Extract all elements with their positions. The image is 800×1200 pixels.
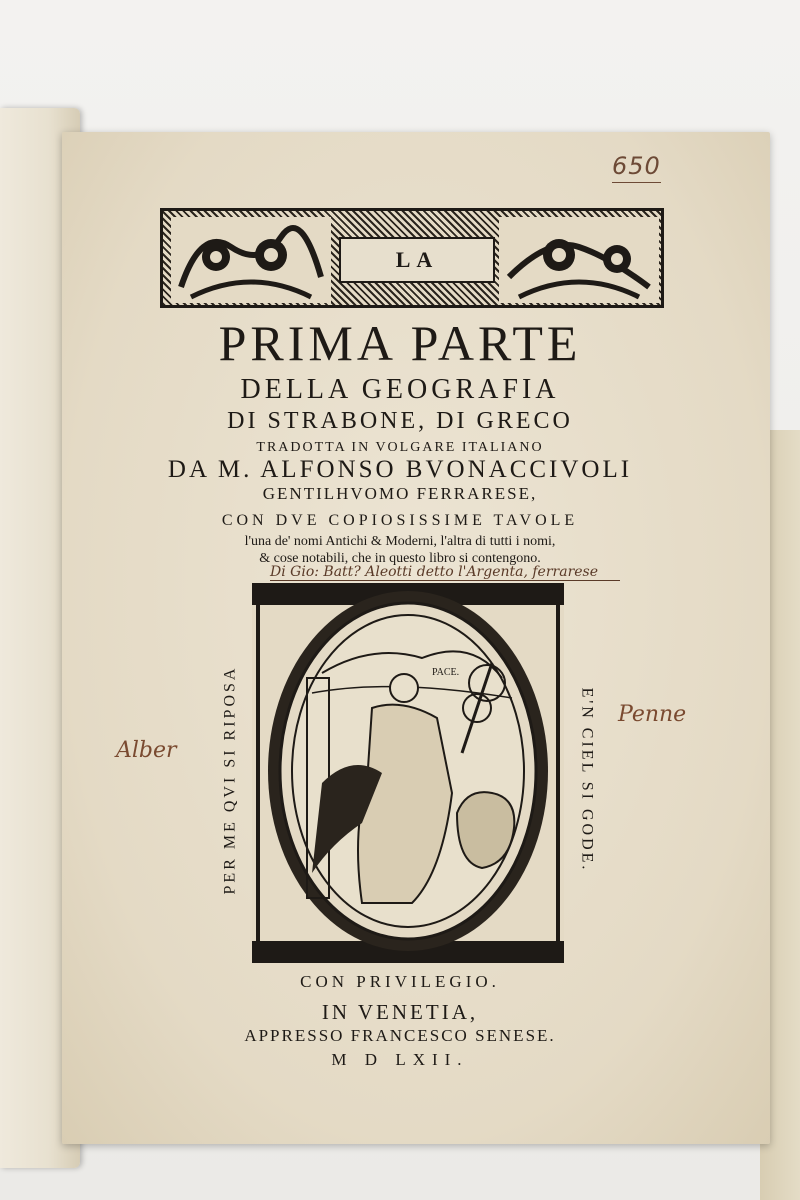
main-title: PRIMA PARTE: [218, 315, 582, 371]
putti-ornament-right-icon: [499, 217, 659, 303]
header-label: LA: [395, 247, 439, 272]
marginal-note-right: Penne: [618, 702, 687, 727]
subtitle-geografia: DELLA GEOGRAFIA: [240, 374, 560, 405]
medallion-label: PACE.: [432, 667, 460, 678]
subtitle-tradotta: TRADOTTA IN VOLGARE ITALIANO: [256, 440, 544, 455]
handwritten-ownership-inscription: Di Gio: Batt? Aleotti detto l'Argenta, ferrarese: [270, 564, 620, 581]
woodcut-pace-medallion: [252, 583, 564, 963]
motto-right-container: [574, 640, 598, 920]
privilege-line: CON PRIVILEGIO.: [300, 972, 500, 991]
imprint-date: M D LXII.: [331, 1050, 469, 1069]
motto-left: PER ME QVI SI RIPOSA: [221, 665, 239, 895]
note-line-2: & cose notabili, che in questo libro si contengono.: [259, 551, 541, 566]
subtitle-strabone: DI STRABONE, DI GRECO: [227, 408, 573, 434]
ornamental-header-cartouche: [160, 208, 664, 308]
note-line-1: l'una de' nomi Antichi & Moderni, l'altra di tutti i nomi,: [244, 534, 556, 549]
imprint-publisher: APPRESSO FRANCESCO SENESE.: [244, 1026, 556, 1045]
imprint-city: IN VENETIA,: [321, 1000, 479, 1024]
motto-right: E'N CIEL SI GODE.: [578, 687, 596, 873]
motto-left-container: [218, 640, 242, 920]
subtitle-tavole: CON DVE COPIOSISSIME TAVOLE: [221, 512, 579, 529]
shelfmark-annotation: 650: [612, 152, 661, 183]
subtitle-translator: DA M. ALFONSO BVONACCIVOLI: [167, 456, 633, 483]
putti-ornament-left-icon: [171, 217, 331, 303]
subtitle-gentilhuomo: GENTILHVOMO FERRARESE,: [262, 484, 538, 503]
marginal-note-left: Alber: [116, 738, 177, 763]
header-label-panel: [339, 237, 495, 283]
